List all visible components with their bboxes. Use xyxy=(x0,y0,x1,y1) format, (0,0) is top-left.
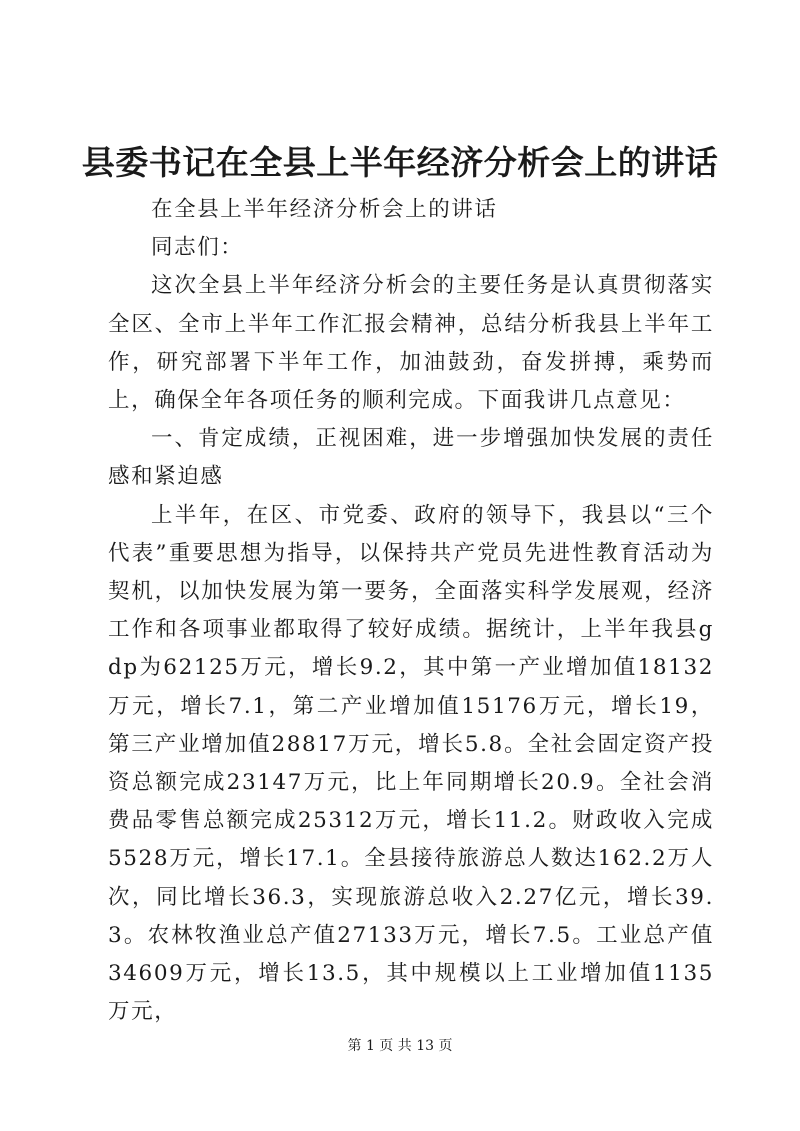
salutation-paragraph: 同志们： xyxy=(151,235,244,261)
intro-paragraph: 这次全县上半年经济分析会的主要任务是认真贯彻落实全区、全市上半年工作汇报会精神，总结分析我县上半年工作，研究部署下半年工作，加油鼓劲，奋发拼搏，乘势而上，确保全年各项任务的顺利完成。下面我讲几点意见： xyxy=(108,273,714,414)
page-number-footer: 第 1 页 共 13 页 xyxy=(347,1038,453,1054)
subtitle-paragraph: 在全县上半年经济分析会上的讲话 xyxy=(151,197,498,222)
statistics-paragraph: 上半年，在区、市党委、政府的领导下，我县以“三个代表”重要思想为指导，以保持共产党员先进性教育活动为契机，以加快发展为第一要务，全面落实科学发展观，经济工作和各项事业都取得了较好成绩。据统计，上半年我县gdp为62125万元，增长9.2，其中第一产业增加值18132万元，增长7.1，第二产业增加值15176万元，增长19，第三产业增加值28817万元，增长5.8。全社会固定资产投资总额完成23147万元，比上年同期增长20.9。全社会消费品零售总额完成25312万元，增长11.2。财政收入完成5528万元，增长17.1。全县接待旅游总人数达162.2万人次，同比增长36.3，实现旅游总收入2.27亿元，增长39.3。农林牧渔业总产值27133万元，增长7.5。工业总产值34609万元，增长13.5，其中规模以上工业增加值1135万元， xyxy=(108,502,714,1025)
document-body xyxy=(108,191,714,1031)
document-title: 县委书记在全县上半年经济分析会上的讲话 xyxy=(81,143,719,182)
section-heading-1: 一、肯定成绩，正视困难，进一步增强加快发展的责任感和紧迫感 xyxy=(108,426,714,490)
